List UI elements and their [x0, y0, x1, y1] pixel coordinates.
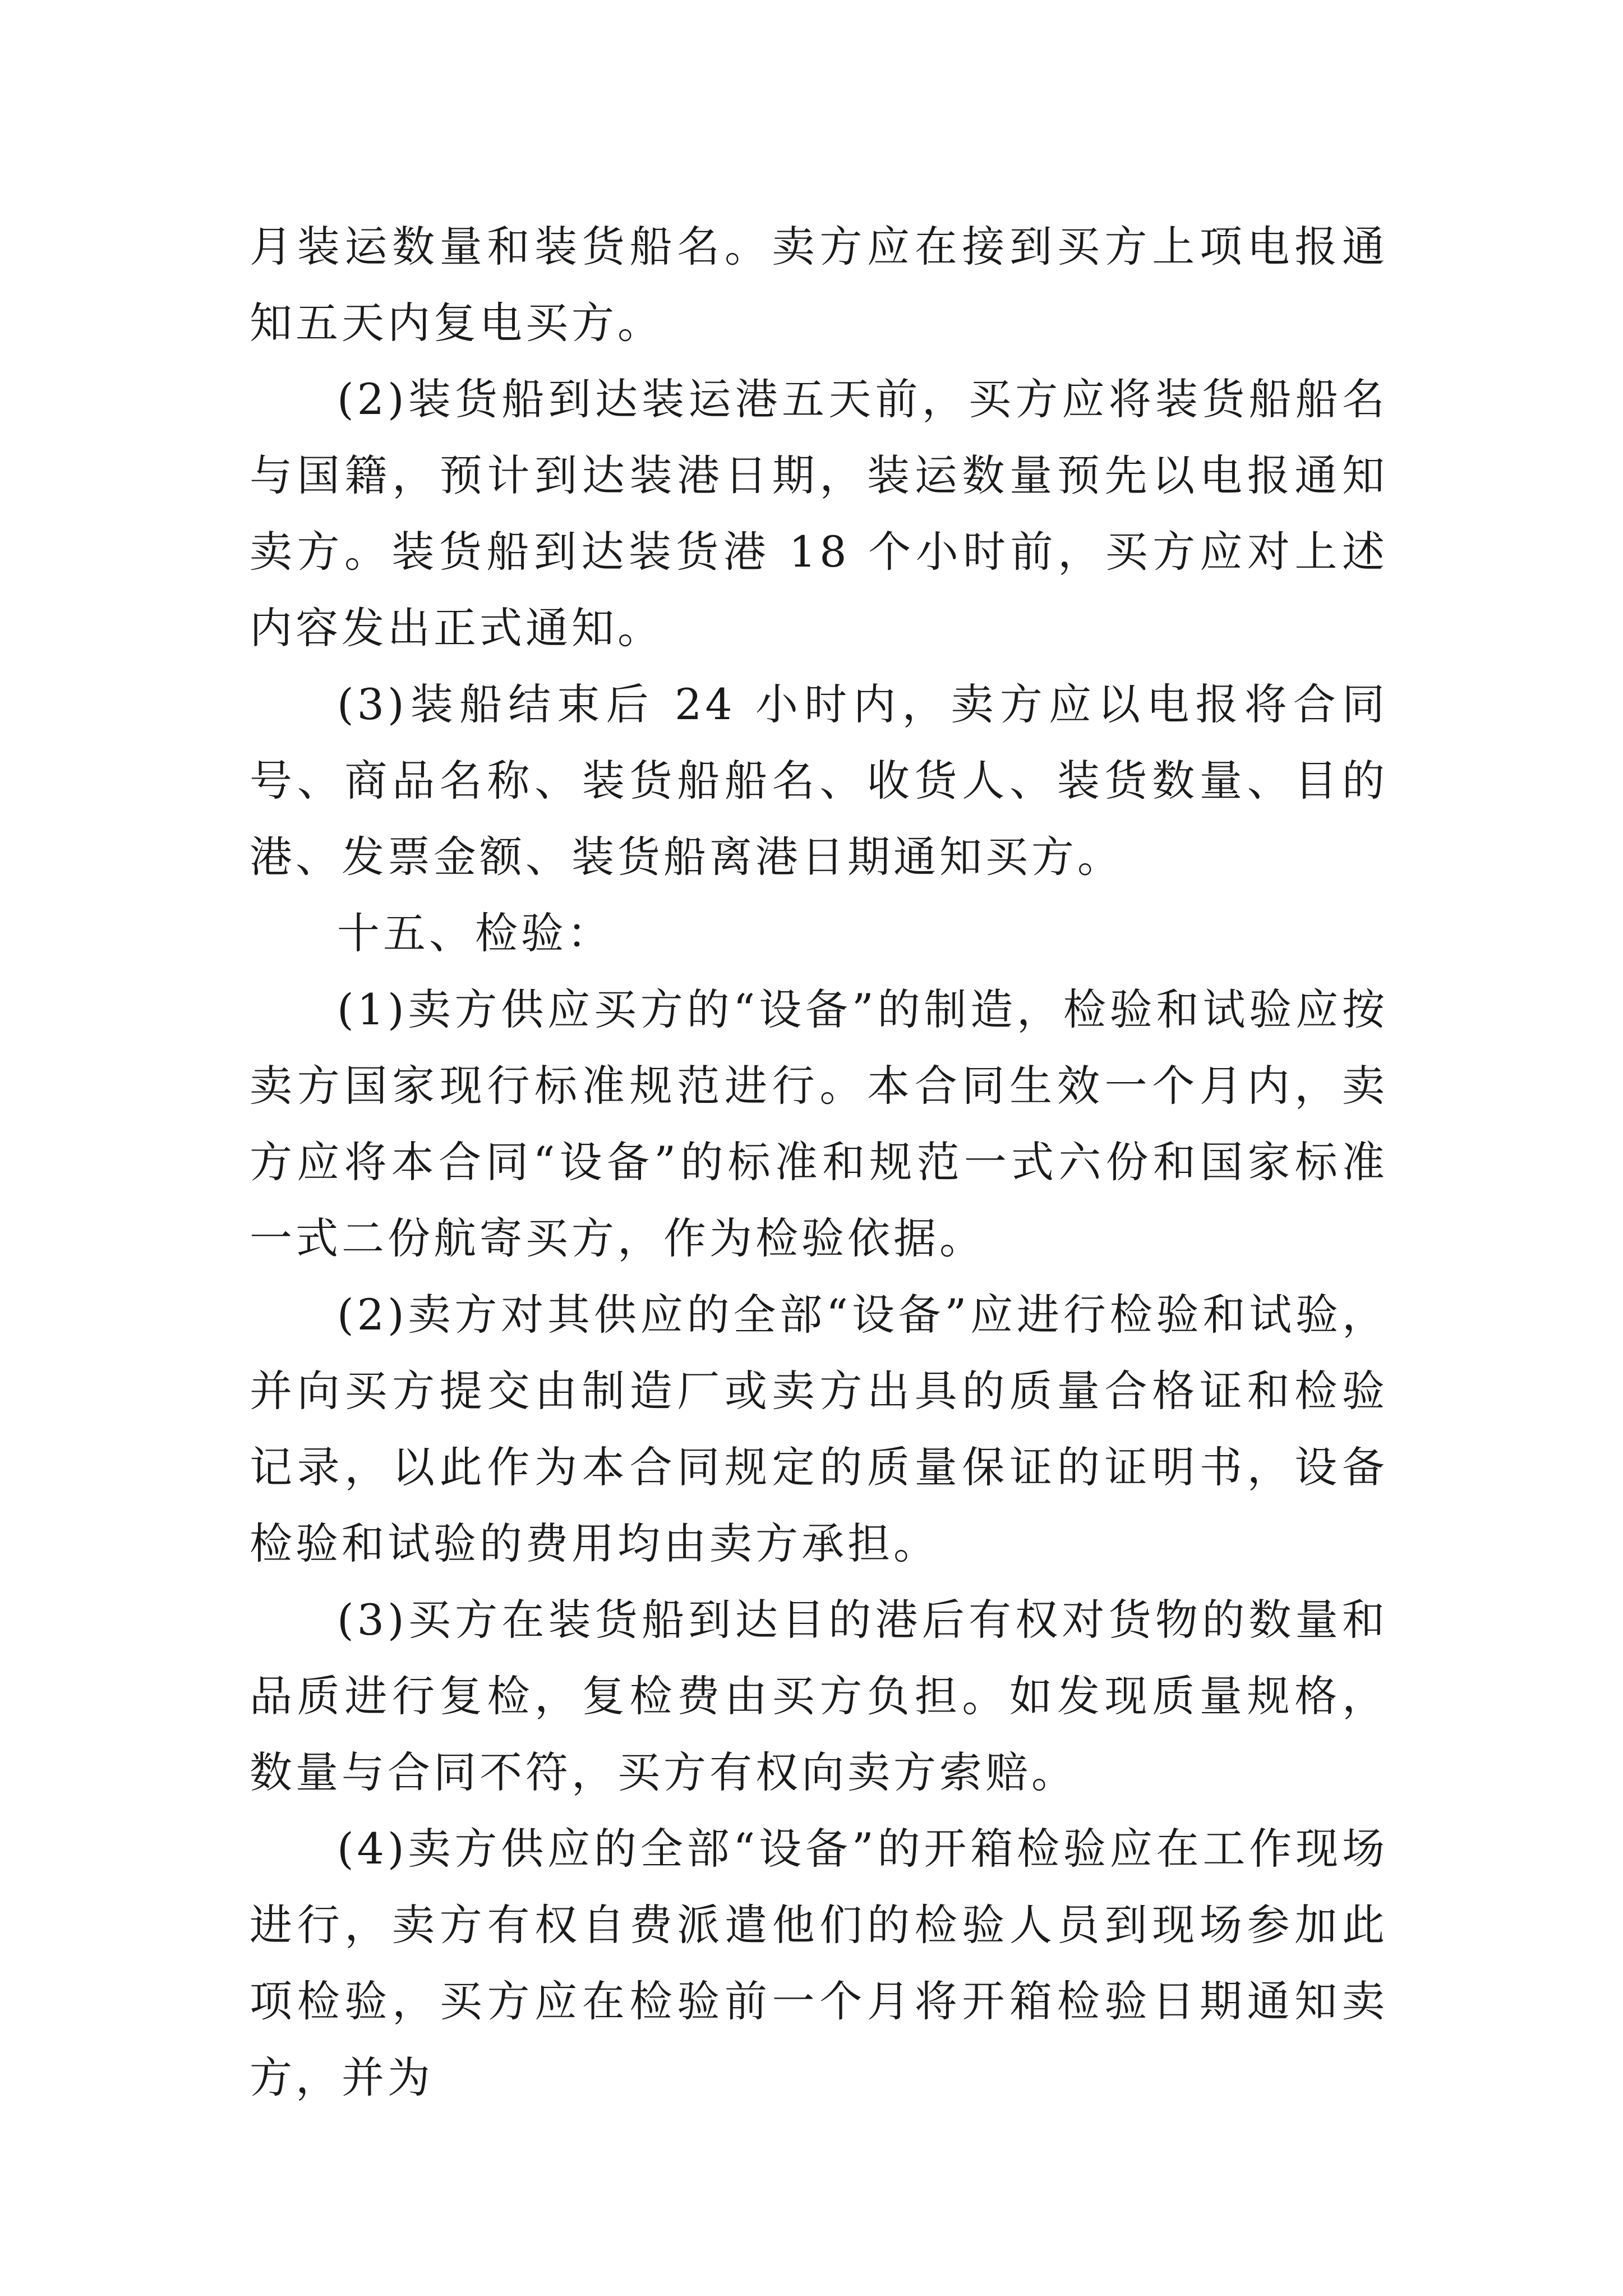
paragraph-inspection-2: (2)卖方对其供应的全部“设备”应进行检验和试验，并向买方提交由制造厂或卖方出具的质量合格证和检验记录，以此作为本合同规定的质量保证的证明书，设备检验和试验的费用均由卖方承担。: [250, 1290, 1388, 1568]
paragraph-inspection-3: (3)买方在装货船到达目的港后有权对货物的数量和品质进行复检，复检费由买方负担。如发现质量规格，数量与合同不符，买方有权向卖方索赔。: [250, 1595, 1388, 1797]
paragraph-inspection-1: (1)卖方供应买方的“设备”的制造，检验和试验应按卖方国家现行标准规范进行。本合同生效一个月内，卖方应将本合同“设备”的标准和规范一式六份和国家标准一式二份航寄买方，作为检验依据。: [250, 984, 1388, 1263]
paragraph-inspection-4: (4)卖方供应的全部“设备”的开箱检验应在工作现场进行，卖方有权自费派遣他们的检验人员到现场参加此项检验，买方应在检验前一个月将开箱检验日期通知卖方，并为: [250, 1824, 1388, 2102]
section-heading-inspection: 十五、检验：: [337, 908, 613, 958]
document-body: [250, 209, 1388, 2116]
paragraph-item-2-shipping-notice: (2)装货船到达装运港五天前，买方应将装货船船名与国籍，预计到达装港日期，装运数量预先以电报通知卖方。装货船到达装货港 18 个小时前，买方应对上述内容发出正式通知。: [250, 374, 1388, 653]
paragraph-continuation: 月装运数量和装货船名。卖方应在接到买方上项电报通知五天内复电买方。: [250, 222, 1388, 348]
paragraph-item-3-loading-notice: (3)装船结束后 24 小时内，卖方应以电报将合同号、商品名称、装货船船名、收货人、装货数量、目的港、发票金额、装货船离港日期通知买方。: [250, 679, 1388, 882]
